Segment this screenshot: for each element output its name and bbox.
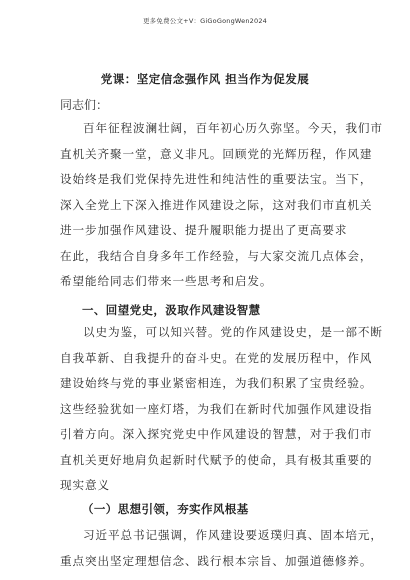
paragraph-line: 自我革新、自我提升的奋斗史。在党的发展历程中，作风 — [60, 350, 373, 365]
paragraph-line: 设始终是我们党保持先进性和纯洁性的重要法宝。当下， — [60, 172, 373, 186]
header-note: 更多免费公文+V：GiGoGongWen2024 — [142, 17, 267, 25]
paragraph-2 — [60, 320, 383, 499]
paragraph-line: 希望能给同志们带来一些思考和启发。 — [60, 274, 273, 288]
paragraph-line: 深入全党上下深入推进作风建设之际，这对我们市直机关 — [60, 197, 373, 212]
section-heading-2: （一）思想引领，夯实作风根基 — [82, 502, 249, 516]
paragraph-line: 直机关齐聚一堂，意义非凡。回顾党的光辉历程，作风建 — [60, 146, 373, 161]
paragraph-line: 引着方向。深入探究党史中作风建设的智慧，对于我们市 — [60, 427, 373, 441]
paragraph-line: 百年征程波澜壮阔，百年初心历久弥坚。今天，我们市 — [83, 121, 383, 135]
document-title: 党课：坚定信念强作风 担当作为促发展 — [100, 72, 310, 86]
paragraph-1 — [60, 116, 383, 295]
greeting: 同志们： — [60, 98, 109, 112]
paragraph-line: 这些经验犹如一座灯塔，为我们在新时代加强作风建设指 — [60, 401, 373, 416]
paragraph-line: 在此，我结合自身多年工作经验，与大家交流几点体会， — [60, 248, 373, 263]
paragraph-line: 重点突出坚定理想信念、践行根本宗旨、加强道德修养。 — [60, 553, 373, 568]
paragraph-line: 直机关更好地肩负起新时代赋予的使命，具有极其重要的 — [60, 452, 373, 467]
paragraph-line: 以史为鉴，可以知兴替。党的作风建设史，是一部不断 — [83, 325, 383, 339]
paragraph-3 — [60, 523, 383, 574]
section-heading-1: 一、回望党史，汲取作风建设智慧 — [82, 303, 261, 317]
paragraph-line: 习近平总书记强调，作风建设要返璞归真、固本培元， — [83, 528, 383, 542]
paragraph-line: 建设始终与党的事业紧密相连，为我们积累了宝贵经验。 — [60, 376, 373, 390]
paragraph-line: 进一步加强作风建设、提升履职能力提出了更高要求 — [60, 223, 348, 237]
paragraph-line: 现实意义 — [60, 478, 110, 492]
